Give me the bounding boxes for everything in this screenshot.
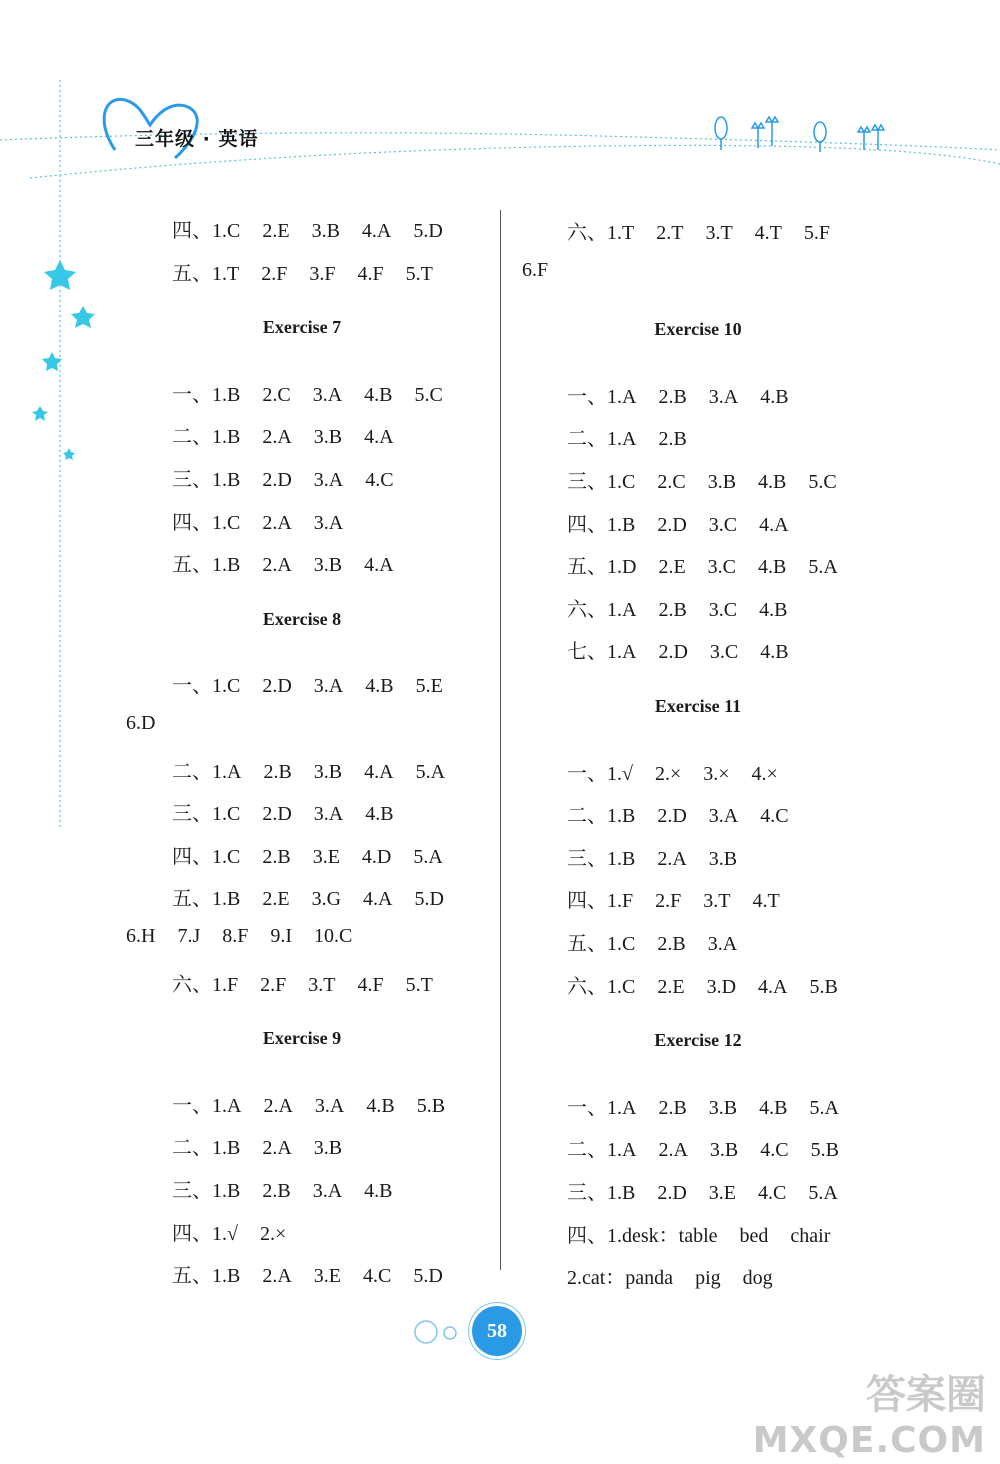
answer-label: 二、1.A [172, 760, 242, 783]
answer-label: 二、1.B [567, 805, 636, 828]
page-header-title: 三年级 · 英语 [135, 128, 259, 150]
answer-label: 一、1.√ [567, 762, 633, 785]
answer-item: 2.E [658, 556, 686, 579]
answer-line [172, 378, 443, 407]
answer-label: 6.F [522, 258, 549, 281]
answer-label: 四、1.F [567, 890, 634, 913]
answer-label: 四、1.C [172, 511, 241, 534]
answer-label: 三、1.C [567, 471, 636, 493]
answer-item: 3.C [708, 598, 738, 621]
answer-label: 五、1.T [172, 262, 240, 285]
answer-item: 5.A [808, 556, 838, 579]
answer-item: 4.T [752, 890, 780, 913]
answer-line [567, 1091, 839, 1120]
answer-line [567, 380, 789, 409]
answer-label: 三、1.C [172, 803, 241, 826]
answer-item: 2.B [658, 598, 687, 621]
answer-label: 二、1.B [172, 1137, 241, 1160]
answer-item: 4.C [365, 469, 394, 491]
answer-item: 4.A [363, 888, 393, 911]
answer-line [172, 548, 394, 577]
answer-item: 3.B [708, 1096, 738, 1119]
answer-item: 4.B [366, 1094, 395, 1117]
page-number-badge: 58 [472, 1306, 522, 1356]
exercise-title: Exercise 11 [654, 696, 742, 716]
answer-item: 4.B [760, 641, 789, 664]
answer-item: 3.E [312, 845, 340, 868]
answer-item: 2.B [263, 760, 292, 783]
answer-item: 3.T [703, 890, 731, 913]
answer-item: 3.B [313, 554, 343, 577]
answer-item: 2.E [262, 888, 290, 911]
answer-label: 三、1.B [172, 469, 241, 491]
answer-line [172, 755, 445, 784]
answer-item: 3.A [708, 385, 739, 408]
answer-item: 4.A [364, 426, 394, 449]
answer-line [567, 465, 837, 494]
answer-label: 二、1.A [567, 1139, 637, 1162]
answer-label: 五、1.C [567, 933, 636, 955]
answer-item: 8.F [222, 925, 249, 947]
answer-item: 2.A [262, 511, 292, 534]
answer-label: 一、1.A [567, 1096, 637, 1119]
answer-item: 9.I [270, 925, 293, 947]
answer-item: 2.A [262, 1137, 292, 1160]
answer-item: 5.E [415, 675, 443, 698]
answer-item: 2.B [262, 845, 291, 868]
answer-label: 四、1.√ [172, 1222, 238, 1245]
answer-item: 3.A [707, 933, 738, 955]
answer-item: 4.B [760, 385, 789, 408]
exercise-title: Exercise 9 [262, 1028, 342, 1049]
answer-item: 2.C [262, 383, 291, 406]
answer-item: 2.D [658, 641, 688, 664]
answer-item: 3.A [708, 805, 739, 828]
answer-line [567, 842, 737, 871]
answer-item: 2.× [654, 762, 682, 785]
answer-line [567, 884, 780, 913]
answer-line [172, 214, 443, 243]
answer-item: 3.C [709, 641, 739, 664]
answer-label: 一、1.A [567, 385, 637, 408]
answer-line [172, 968, 433, 997]
answer-line [567, 508, 789, 537]
answer-label: 五、1.B [172, 554, 241, 577]
footer-decoration [410, 1318, 470, 1348]
answer-line [172, 797, 394, 826]
answer-line [172, 1217, 286, 1246]
answer-item: bed [739, 1224, 769, 1247]
exercise-title: Exercise 10 [654, 319, 742, 340]
answer-item: 3.A [313, 469, 344, 491]
answer-item: 2.A [262, 426, 292, 449]
answer-item: 5.A [413, 845, 443, 868]
answer-item: 4.B [364, 1180, 393, 1202]
answer-item: 2.× [259, 1222, 287, 1245]
answer-item: 4.A [759, 513, 789, 536]
answer-line [567, 593, 787, 622]
answer-item: 3.A [313, 675, 344, 698]
answer-item: 4.B [759, 598, 788, 621]
answer-item: 4.B [365, 675, 394, 698]
answer-line [567, 216, 830, 245]
answer-item: 5.D [413, 1265, 443, 1288]
answer-item: 10.C [314, 925, 353, 947]
answer-item: 5.C [808, 471, 837, 493]
answer-label: 一、1.A [172, 1094, 242, 1117]
answer-line [172, 420, 394, 449]
answer-label: 五、1.B [172, 888, 241, 911]
answer-item: 3.A [314, 1094, 345, 1117]
answer-line [567, 422, 687, 451]
answer-item: 5.B [809, 975, 838, 998]
answer-item: 3.A [313, 511, 344, 534]
answer-item: 2.D [657, 1182, 687, 1204]
watermark-logo-text: 答案圈 [866, 1372, 986, 1418]
answer-item: 2.D [657, 513, 687, 536]
answer-line [172, 840, 443, 869]
answer-label: 六、1.A [567, 598, 637, 621]
answer-line [567, 799, 789, 828]
answer-item: 2.B [658, 385, 687, 408]
answer-item: 3.G [311, 888, 342, 911]
answer-item: 2.A [657, 847, 687, 870]
answer-label: 一、1.C [172, 675, 241, 698]
answer-item: 4.B [758, 556, 787, 579]
answer-item: 4.C [760, 805, 789, 828]
answer-item: 2.D [262, 675, 292, 698]
answer-line [172, 506, 343, 535]
answer-label: 四、1.C [172, 845, 241, 868]
answer-item: 5.A [809, 1096, 839, 1119]
answer-item: 4.B [758, 471, 787, 493]
answer-item: 2.A [263, 1094, 293, 1117]
answer-item: 2.E [262, 220, 290, 242]
answer-item: 3.B [311, 220, 340, 242]
exercise-title: Exercise 8 [262, 608, 342, 629]
answer-item: 4.D [361, 845, 392, 868]
answer-line [172, 669, 443, 698]
answer-item: 7.J [177, 925, 201, 947]
answer-label: 五、1.B [172, 1265, 241, 1288]
answer-item: 5.D [413, 220, 443, 242]
answer-line [172, 1259, 443, 1288]
answer-item: 4.B [365, 803, 394, 826]
answer-item: 2.B [658, 428, 687, 451]
answer-label: 二、1.B [172, 426, 241, 449]
answer-item: 5.B [416, 1094, 446, 1117]
answer-label: 四、1.desk：table [567, 1224, 718, 1247]
answer-item: 5.D [414, 888, 444, 911]
answer-item: 3.A [312, 383, 343, 406]
watermark-logo [753, 1372, 986, 1464]
answer-line [567, 1176, 838, 1205]
answer-label: 三、1.B [172, 1180, 241, 1202]
answer-item: 4.C [363, 1265, 392, 1288]
answer-item: 3.B [313, 760, 343, 783]
answer-label: 三、1.B [567, 1182, 636, 1204]
answer-item: 4.C [760, 1139, 789, 1162]
answer-item: 2.A [262, 1265, 292, 1288]
answer-item: 3.A [313, 803, 344, 826]
answer-label: 三、1.B [567, 847, 636, 870]
star-icon [32, 260, 95, 460]
answer-item: 3.C [708, 513, 738, 536]
answer-line [567, 970, 838, 999]
answer-item: dog [742, 1267, 773, 1290]
answer-item: 2.D [262, 803, 292, 826]
answer-label: 六、1.F [172, 973, 239, 996]
answer-item: 3.E [708, 1182, 737, 1204]
answer-label: 一、1.B [172, 383, 241, 406]
answer-label: 七、1.A [567, 641, 637, 664]
answer-item: 2.F [655, 890, 682, 913]
answer-label: 二、1.A [567, 428, 637, 451]
answer-item: 4.F [357, 973, 384, 996]
answer-item: 3.T [308, 973, 336, 996]
answer-line [172, 882, 444, 911]
answer-item: 2.B [657, 933, 686, 955]
answer-item: 2.B [262, 1180, 291, 1202]
header-decoration [0, 0, 1000, 200]
answer-item: 3.B [708, 847, 738, 870]
answer-item: 5.A [415, 760, 446, 783]
answer-label: 五、1.D [567, 556, 637, 579]
answer-line [567, 1261, 773, 1290]
answer-item: 4.× [751, 762, 778, 785]
answer-line [172, 257, 433, 286]
answer-line [126, 925, 352, 948]
answer-item: 5.T [405, 973, 433, 996]
answer-item: 3.B [313, 426, 343, 449]
answer-item: 3.B [313, 1137, 343, 1160]
answer-item: 4.B [364, 383, 393, 406]
answer-item: 2.A [658, 1139, 688, 1162]
answer-item: 2.D [657, 805, 687, 828]
answer-item: 4.A [361, 220, 392, 242]
answer-item: 5.F [803, 222, 830, 244]
answer-item: 3.E [313, 1265, 342, 1288]
answer-item: 3.B [707, 471, 737, 493]
answer-line [172, 1089, 445, 1118]
answer-line [567, 1219, 830, 1248]
left-margin-decoration [0, 80, 110, 840]
answer-item: 2.C [657, 471, 686, 493]
answer-item: 3.× [703, 762, 730, 785]
answer-item: chair [790, 1224, 831, 1247]
answer-item: 5.C [414, 383, 443, 406]
answer-item: 3.D [706, 975, 737, 998]
answer-item: 4.A [364, 760, 394, 783]
answer-item: 5.A [808, 1182, 838, 1204]
answer-item: 3.T [705, 222, 733, 244]
answer-label: 6.H [126, 925, 156, 947]
answer-item: 3.B [709, 1139, 739, 1162]
answer-item: 2.B [658, 1096, 687, 1119]
answer-item: 2.T [656, 222, 684, 244]
answer-label: 2.cat：panda [567, 1267, 674, 1290]
answer-item: 3.C [707, 556, 737, 579]
answer-line [567, 550, 838, 579]
answer-item: 2.F [260, 973, 287, 996]
answer-item: 2.D [262, 469, 292, 491]
answer-line [172, 1131, 342, 1160]
exercise-title: Exercise 7 [262, 317, 342, 338]
answer-item: 4.A [758, 975, 788, 998]
answer-item: 5.B [810, 1139, 839, 1162]
answer-item: 3.F [309, 262, 336, 285]
answer-item: 2.E [657, 975, 685, 998]
answer-item: 4.T [754, 222, 782, 244]
answer-item: 3.A [312, 1180, 343, 1202]
answer-line [567, 635, 789, 664]
answer-label: 四、1.C [172, 220, 241, 242]
answer-line [567, 757, 778, 786]
answer-item: 4.B [759, 1096, 788, 1119]
answer-line [172, 463, 394, 492]
answer-item: 4.C [758, 1182, 787, 1204]
answer-label: 六、1.C [567, 975, 636, 998]
answer-line [522, 259, 548, 282]
column-divider [500, 210, 501, 1270]
answer-line [567, 927, 737, 956]
exercise-title: Exercise 12 [654, 1030, 742, 1051]
answer-item: 2.F [261, 262, 288, 285]
answer-item: pig [695, 1267, 721, 1290]
answer-line [172, 1174, 392, 1203]
answer-item: 4.F [357, 262, 384, 285]
watermark-site: MXQE.COM [752, 1420, 986, 1461]
answer-label: 四、1.B [567, 513, 636, 536]
answer-label: 6.D [126, 712, 156, 734]
answer-item: 4.A [364, 554, 394, 577]
answer-item: 5.T [405, 262, 433, 285]
answer-line [567, 1133, 839, 1162]
answer-item: 2.A [262, 554, 292, 577]
answer-line [126, 712, 155, 735]
answer-label: 六、1.T [567, 222, 635, 244]
